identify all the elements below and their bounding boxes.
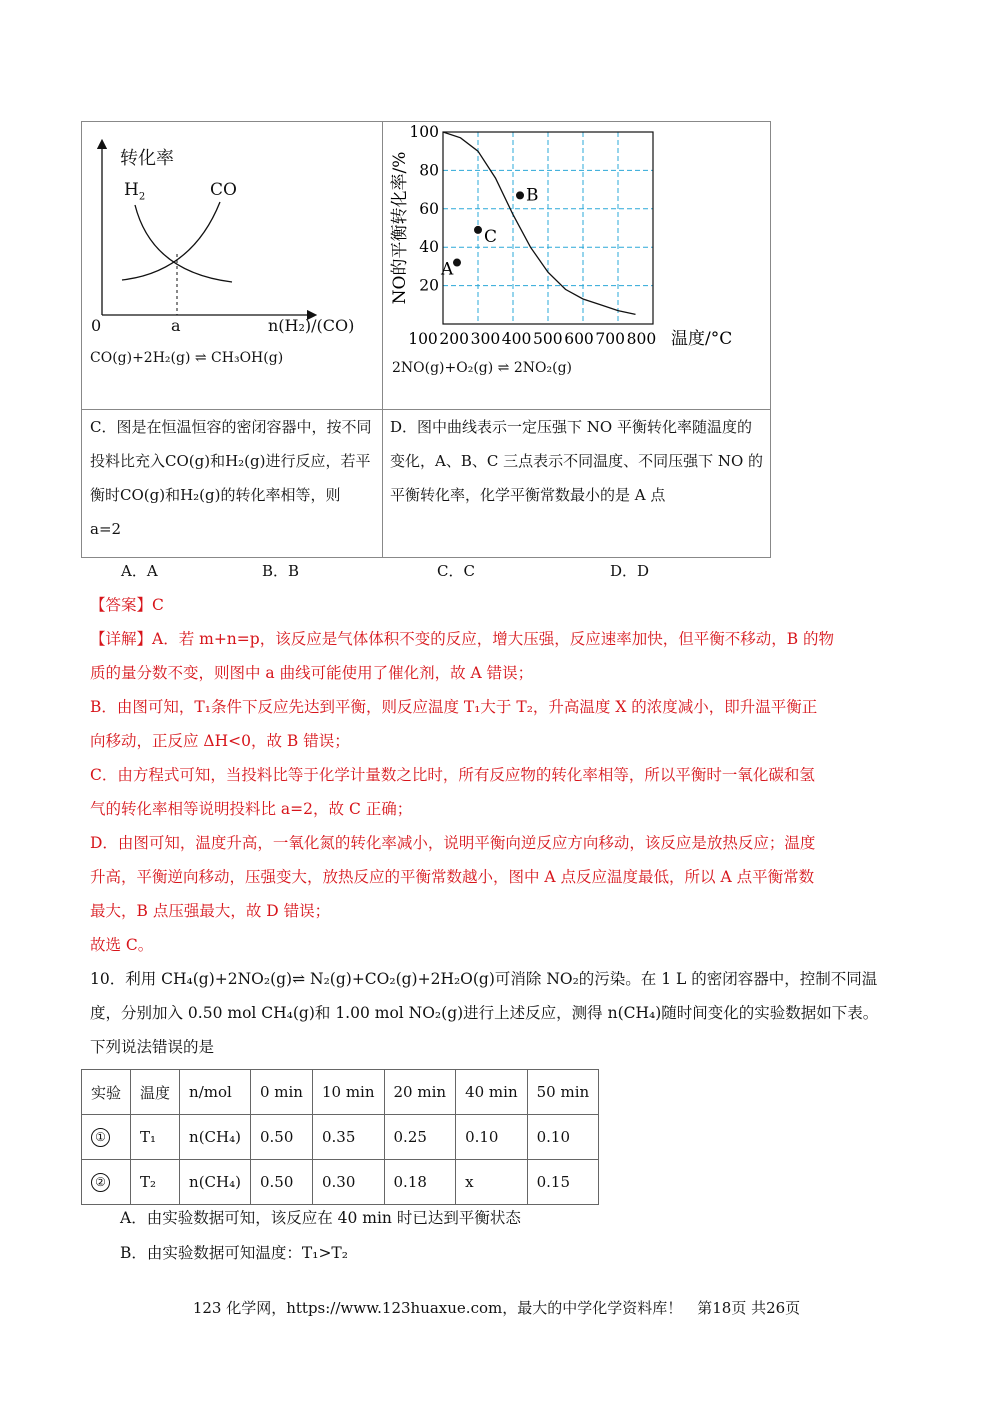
- x-axis-label: n(H₂)/(CO): [268, 316, 355, 335]
- choice-d: D．D: [610, 562, 650, 580]
- a-mark-label: a: [171, 316, 181, 335]
- table-cell: 0.35: [312, 1115, 384, 1160]
- no-conversion-chart: [383, 122, 772, 362]
- choice-c: C．C: [437, 562, 475, 580]
- experiment-number: ②: [91, 1173, 110, 1192]
- header-cell: 50 min: [527, 1070, 599, 1115]
- table-cell: 0.10: [456, 1115, 528, 1160]
- table-cell: n(CH₄): [180, 1115, 251, 1160]
- option-b-text: B．由实验数据可知温度：T₁>T₂: [120, 1244, 348, 1262]
- data-point-b: [516, 191, 524, 199]
- table-cell: 0.25: [384, 1115, 456, 1160]
- table-row: [82, 1115, 599, 1160]
- data-point-a: [453, 259, 461, 267]
- header-cell: n/mol: [180, 1070, 251, 1115]
- header-cell: 10 min: [312, 1070, 384, 1115]
- co-curve-label: CO: [210, 180, 237, 200]
- table-cell: 0.30: [312, 1160, 384, 1205]
- y-tick-label: 80: [419, 161, 439, 180]
- table-cell: x: [456, 1160, 528, 1205]
- header-cell: 0 min: [250, 1070, 312, 1115]
- table-cell: T₂: [131, 1160, 180, 1205]
- header-cell: 40 min: [456, 1070, 528, 1115]
- reaction-equation: CO(g)+2H₂(g) ⇌ CH₃OH(g): [90, 350, 284, 366]
- y-tick-label: 60: [419, 199, 439, 218]
- header-cell: 温度: [131, 1070, 180, 1115]
- chart-x-axis-label: 温度/°C: [671, 329, 733, 349]
- x-tick-label: 500: [533, 330, 563, 348]
- experiment-table: [81, 1069, 599, 1205]
- data-point-c: [474, 226, 482, 234]
- x-tick-label: 700: [595, 330, 625, 348]
- experiment-number: ①: [91, 1128, 110, 1147]
- choice-b: B．B: [262, 562, 300, 580]
- chart-y-axis-label: NO的平衡转化率/%: [390, 151, 410, 305]
- x-tick-label: 600: [564, 330, 594, 348]
- question-line: 下列说法错误的是: [90, 1038, 215, 1056]
- x-tick-label: 200: [439, 330, 469, 348]
- x-tick-label: 300: [470, 330, 501, 348]
- page-footer: 123 化学网，https://www.123huaxue.com，最大的中学化学资料库！ 第18页 共26页: [192, 1299, 801, 1317]
- x-tick-label: 800: [626, 330, 657, 348]
- question-line: 度，分别加入 0.50 mol CH₄(g)和 1.00 mol NO₂(g)进行上述反应，测得 n(CH₄)随时间变化的实验数据如下表。: [90, 1004, 879, 1022]
- explanation-line: 【详解】A．若 m+n=p，该反应是气体体积不变的反应，增大压强，反应速率加快，但平衡不移动，B 的物: [90, 630, 835, 648]
- option-c-text: C．图是在恒温恒容的密闭容器中，按不同投料比充入CO(g)和H₂(g)进行反应，若平衡时CO(g)和H₂(g)的转化率相等，则 a=2: [90, 418, 372, 538]
- reaction-equation-no: 2NO(g)+O₂(g) ⇌ 2NO₂(g): [392, 360, 572, 376]
- table-cell: [82, 1160, 131, 1205]
- choice-a: A．A: [121, 562, 158, 580]
- question-line: 10．利用 CH₄(g)+2NO₂(g)⇌ N₂(g)+CO₂(g)+2H₂O(g)可消除 NO₂的污染。在 1 L 的密闭容器中，控制不同温: [90, 970, 878, 988]
- table-cell: T₁: [131, 1115, 180, 1160]
- header-cell: 20 min: [384, 1070, 456, 1115]
- explanation-line: 故选 C。: [90, 936, 154, 954]
- table-cell: 0.18: [384, 1160, 456, 1205]
- option-a-text: A．由实验数据可知，该反应在 40 min 时已达到平衡状态: [120, 1209, 521, 1227]
- table-header-row: [82, 1070, 599, 1115]
- table-cell: n(CH₄): [180, 1160, 251, 1205]
- y-axis-label: 转化率: [120, 148, 174, 169]
- point-label: C: [484, 226, 498, 247]
- explanation-line: C．由方程式可知，当投料比等于化学计量数之比时，所有反应物的转化率相等，所以平衡时一氧化碳和氢: [90, 766, 815, 784]
- explanation-line: 最大，B 点压强最大，故 D 错误；: [90, 902, 331, 920]
- table-cell: 0.15: [527, 1160, 599, 1205]
- table-row: [82, 1160, 599, 1205]
- y-tick-label: 40: [419, 238, 439, 257]
- table-cell: 0.50: [250, 1115, 312, 1160]
- point-label: A: [441, 259, 454, 280]
- y-tick-label: 20: [419, 276, 439, 295]
- explanation-line: 质的量分数不变，则图中 a 曲线可能使用了催化剂，故 A 错误；: [90, 664, 534, 682]
- explanation-line: 升高，平衡逆向移动，压强变大，放热反应的平衡常数越小，图中 A 点反应温度最低，所以 A 点平衡常数: [90, 868, 815, 886]
- x-tick-label: 400: [501, 330, 532, 348]
- table-cell: [82, 1115, 131, 1160]
- explanation-line: B．由图可知，T₁条件下反应先达到平衡，则反应温度 T₁大于 T₂，升高温度 X 的浓度减小，即升温平衡正: [90, 698, 818, 716]
- h2-curve: [135, 205, 232, 282]
- explanation-line: D．由图可知，温度升高，一氧化氮的转化率减小，说明平衡向逆反应方向移动，该反应是放热反应；温度: [90, 834, 816, 852]
- no-conversion-curve: [443, 132, 636, 314]
- origin-label: 0: [91, 316, 102, 335]
- x-tick-label: 100: [408, 330, 438, 348]
- y-tick-label: 100: [409, 123, 439, 141]
- option-d-text: D．图中曲线表示一定压强下 NO 平衡转化率随温度的变化，A、B、C 三点表示不同温度、不同压强下 NO 的平衡转化率，化学平衡常数最小的是 A 点: [390, 418, 764, 504]
- explanation-line: 气的转化率相等说明投料比 a=2，故 C 正确；: [90, 800, 413, 818]
- table-cell: 0.50: [250, 1160, 312, 1205]
- figure-table: [81, 121, 771, 558]
- table-cell: 0.10: [527, 1115, 599, 1160]
- co-curve: [122, 202, 220, 280]
- explanation-line: 向移动，正反应 ΔH<0，故 B 错误；: [90, 732, 350, 750]
- header-cell: 实验: [82, 1070, 131, 1115]
- answer: 【答案】C: [90, 596, 164, 614]
- point-label: B: [526, 185, 539, 206]
- h2-curve-label: $H_2$: [124, 180, 146, 203]
